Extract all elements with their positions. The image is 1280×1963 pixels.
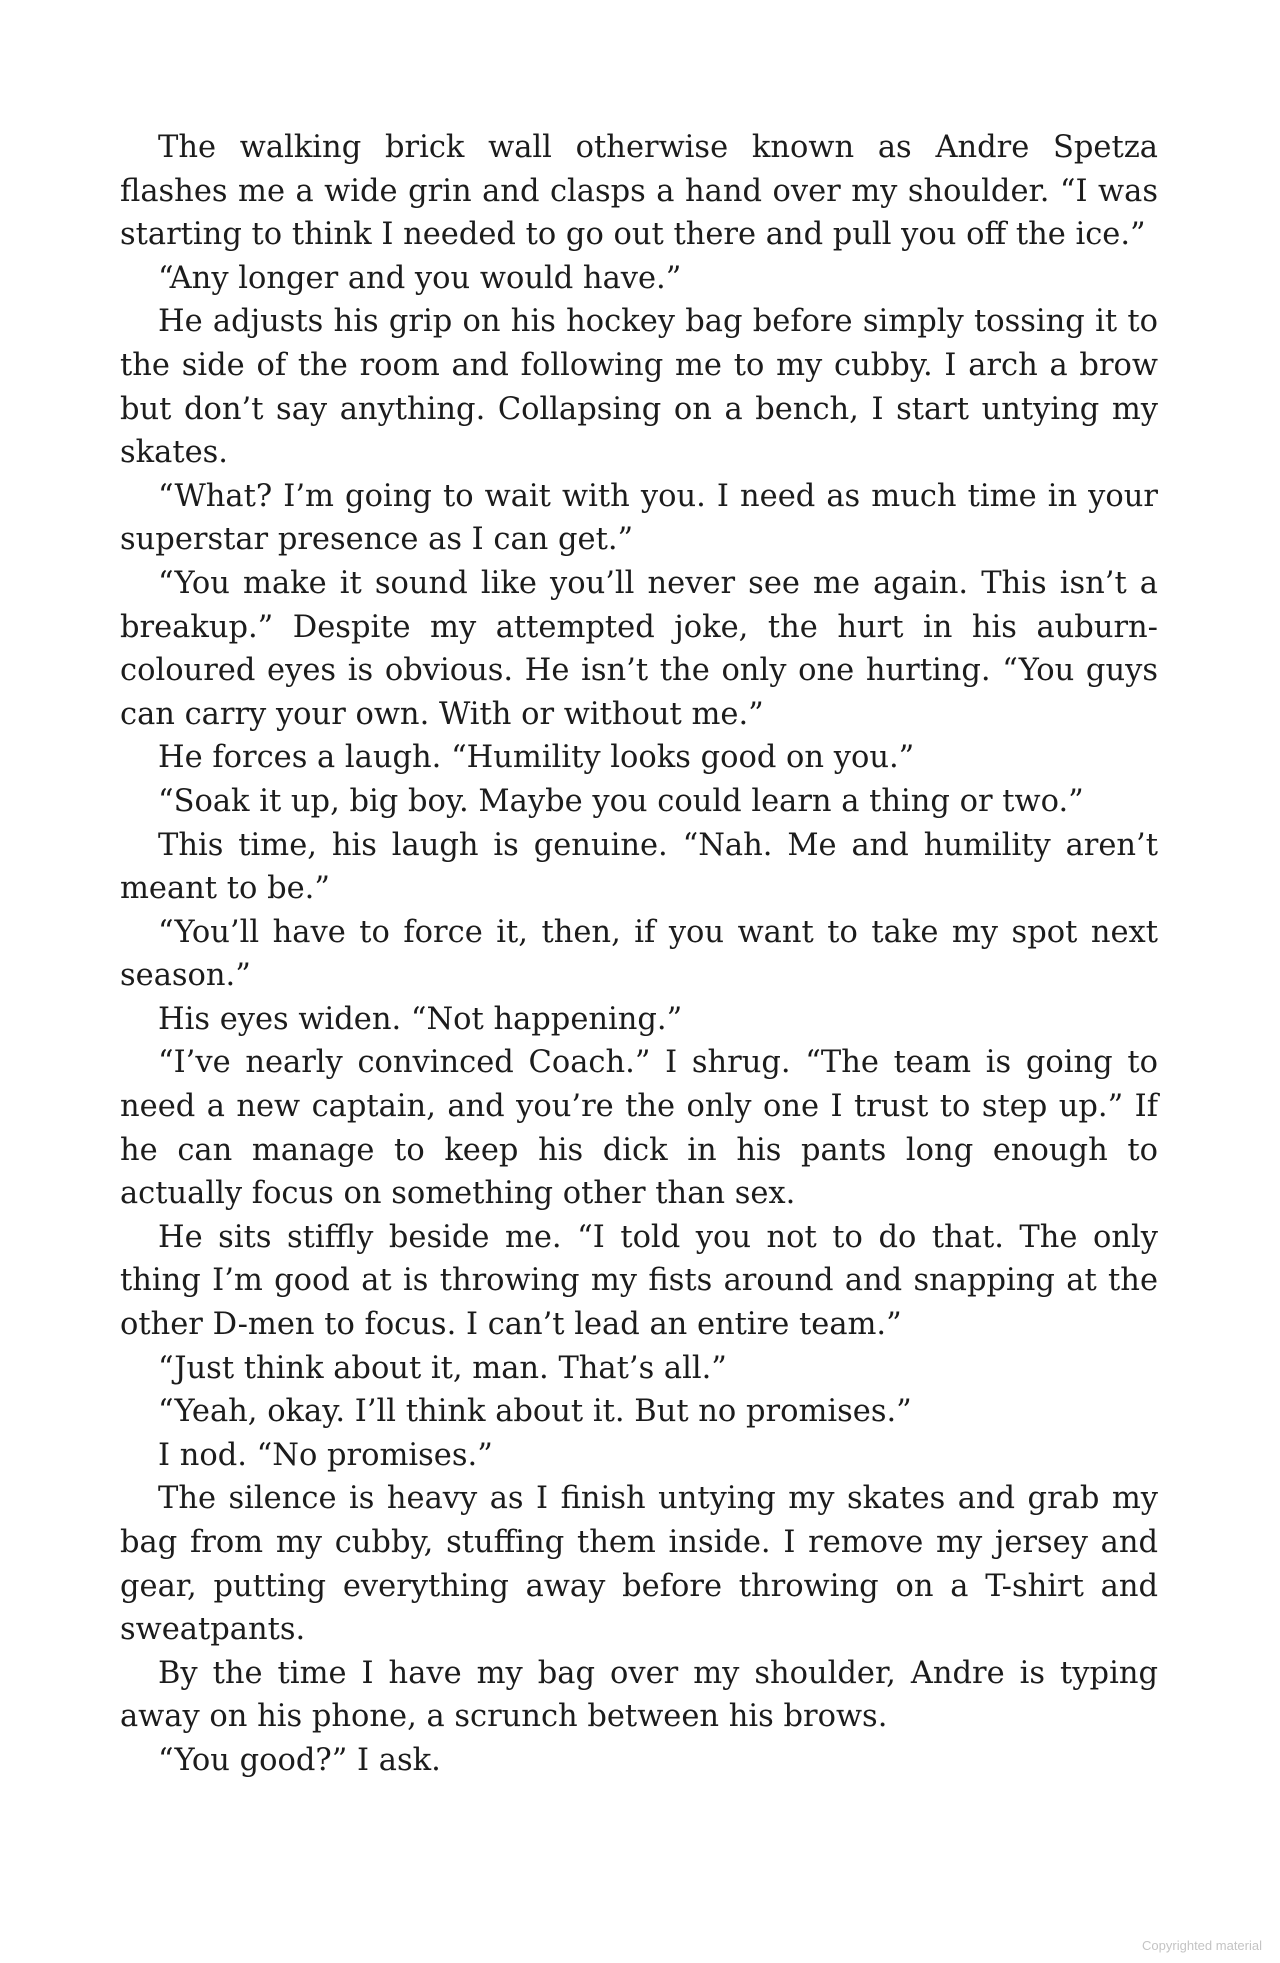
paragraph: “Yeah, okay. I’ll think about it. But no promises.” bbox=[158, 1394, 912, 1430]
paragraph: I nod. “No promises.” bbox=[158, 1437, 493, 1473]
paragraph: His eyes widen. “Not happening.” bbox=[158, 1001, 683, 1037]
paragraph: He adjusts his grip on his hockey bag before simply tossing it to the side of the room and following me to my cubby. I arch a brow but don’t say anything. Collapsing on a bench, I start untying my skates. bbox=[120, 304, 1158, 471]
paragraph: By the time I have my bag over my shoulder, Andre is typing away on his phone, a scrunch between his brows. bbox=[120, 1655, 1158, 1735]
paragraph: “You’ll have to force it, then, if you want to take my spot next season.” bbox=[120, 914, 1158, 994]
paragraph: This time, his laugh is genuine. “Nah. Me and humility aren’t meant to be.” bbox=[120, 827, 1158, 907]
paragraph: “You good?” I ask. bbox=[158, 1742, 441, 1778]
paragraph: The silence is heavy as I finish untying my skates and grab my bag from my cubby, stuffing them inside. I remove my jersey and gear, putting everything away before throwing on a T-shirt and sweatpants. bbox=[120, 1481, 1158, 1648]
paragraph: He forces a laugh. “Humility looks good on you.” bbox=[158, 740, 915, 776]
paragraph: “Any longer and you would have.” bbox=[158, 260, 682, 296]
paragraph: “What? I’m going to wait with you. I need as much time in your superstar presence as I can get.” bbox=[120, 478, 1158, 558]
book-page-body bbox=[120, 126, 1158, 1783]
paragraph: He sits stiffly beside me. “I told you not to do that. The only thing I’m good at is throwing my fists around and snapping at the other D-men to focus. I can’t lead an entire team.” bbox=[120, 1219, 1158, 1343]
paragraph: “You make it sound like you’ll never see me again. This isn’t a breakup.” Despite my attempted joke, the hurt in his auburn-coloured eyes is obvious. He isn’t the only one hurting. “You guys can carry your own. With or without me.” bbox=[120, 565, 1158, 732]
copyright-notice: Copyrighted material bbox=[1142, 1938, 1262, 1953]
paragraph: “Soak it up, big boy. Maybe you could learn a thing or two.” bbox=[158, 783, 1084, 819]
paragraph: The walking brick wall otherwise known as Andre Spetza flashes me a wide grin and clasps a hand over my shoulder. “I was starting to think I needed to go out there and pull you off the ice.” bbox=[120, 130, 1158, 253]
paragraph: “Just think about it, man. That’s all.” bbox=[158, 1350, 727, 1386]
paragraph: “I’ve nearly convinced Coach.” I shrug. “The team is going to need a new captain, and you’re the only one I trust to step up.” If he can manage to keep his dick in his pants long enough to actually focus on something other than sex. bbox=[120, 1045, 1158, 1212]
